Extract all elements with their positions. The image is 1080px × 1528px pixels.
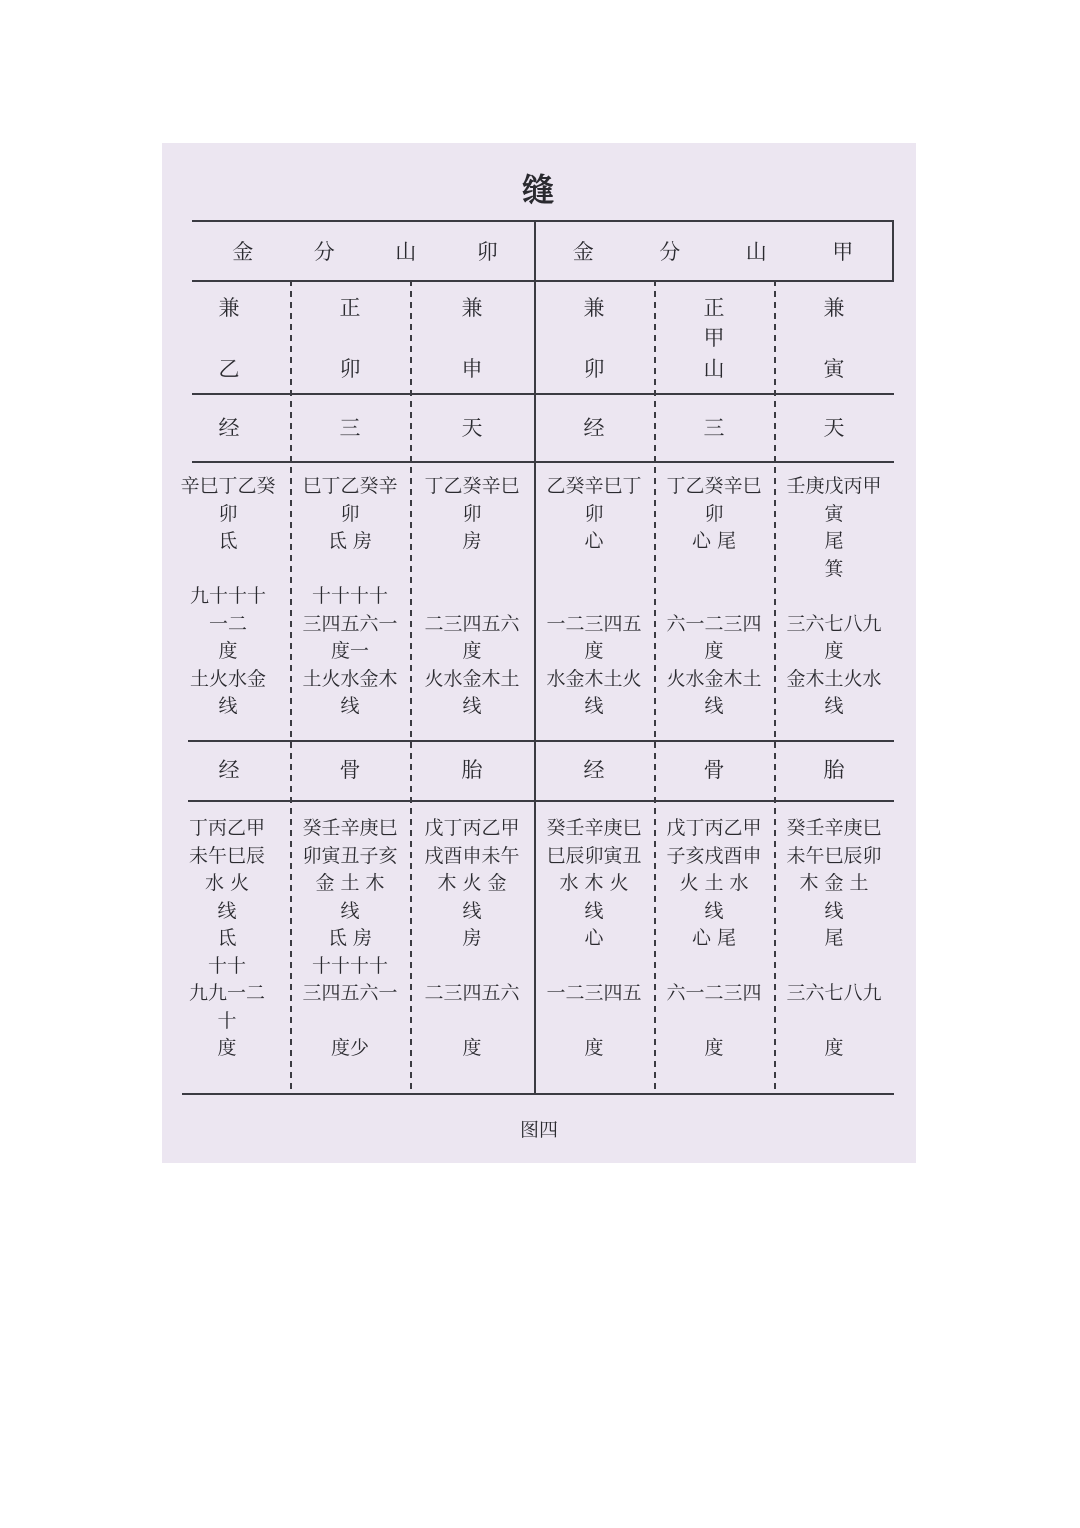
jian-cell: 兼 卯 [583, 296, 605, 381]
row3-cell: 三 [703, 416, 725, 440]
figure-caption: 图四 [519, 1119, 558, 1141]
header-right-char: 金 [572, 240, 594, 264]
table-top-rule [192, 220, 894, 222]
lower-detail-cell: 癸壬辛庚巳 卯寅丑子亥 金 土 木 线 氐 房 十十十十 三四五六一 度少 [302, 817, 398, 1060]
row3-cell: 天 [823, 416, 845, 440]
lower-detail-cell: 丁丙乙甲 未午巳辰 水 火 线 氐 十十 九九一二 十 度 [188, 817, 265, 1060]
row5-cell: 经 [218, 758, 240, 782]
header-left-char: 卯 [476, 240, 498, 264]
header-right-char: 甲 [832, 240, 854, 264]
row5-cell: 经 [583, 758, 605, 782]
table-rule [188, 800, 894, 802]
detail-cell: 辛巳丁乙癸 卯 氐 九十十十 一二 度 土火水金 线 [180, 475, 276, 718]
header-right-char: 山 [745, 240, 767, 264]
header-left-char: 山 [395, 240, 417, 264]
header-right [540, 225, 886, 277]
jian-cell: 兼 乙 [218, 296, 240, 381]
lower-detail-cell: 癸壬辛庚巳 巳辰卯寅丑 水 木 火 线 心 一二三四五 度 [546, 817, 642, 1060]
header-left-char: 分 [313, 240, 335, 264]
table-edge [892, 220, 894, 280]
jian-cell: 兼 申 [461, 296, 483, 381]
jian-cell: 正 卯 [339, 296, 361, 381]
lower-detail-cell: 癸壬辛庚巳 未午巳辰卯 木 金 土 线 尾 三六七八九 度 [786, 817, 882, 1060]
header-right-char: 分 [659, 240, 681, 264]
row3-cell: 经 [583, 416, 605, 440]
table-rule [188, 740, 894, 742]
lower-detail-cell: 戊丁丙乙甲 戌酉申未午 木 火 金 线 房 二三四五六 度 [424, 817, 520, 1060]
row3-cell: 经 [218, 416, 240, 440]
page-title: 缝 [521, 171, 556, 209]
scanned-page [162, 143, 916, 1163]
jian-cell: 正 甲 山 [703, 296, 725, 381]
row5-cell: 胎 [823, 758, 845, 782]
table-bottom-rule [182, 1093, 894, 1095]
detail-cell: 丁乙癸辛巳 卯 心 尾 六一二三四 度 火水金木土 线 [666, 475, 762, 718]
row5-cell: 骨 [703, 758, 725, 782]
detail-cell: 乙癸辛巳丁 卯 心 一二三四五 度 水金木土火 线 [546, 475, 642, 718]
row5-cell: 骨 [339, 758, 361, 782]
row3-cell: 天 [461, 416, 483, 440]
detail-cell: 丁乙癸辛巳 卯 房 二三四五六 度 火水金木土 线 [424, 475, 520, 718]
jian-cell: 兼 寅 [823, 296, 845, 381]
header-left-char: 金 [232, 240, 254, 264]
lower-detail-cell: 戊丁丙乙甲 子亥戌酉申 火 土 水 线 心 尾 六一二三四 度 [666, 817, 762, 1060]
header-left [202, 225, 528, 277]
table-rule [192, 461, 894, 463]
table-rule [192, 280, 894, 282]
detail-cell: 壬庚戊丙甲 寅 尾 箕 三六七八九 度 金木土火水 线 [786, 475, 882, 718]
row5-cell: 胎 [461, 758, 483, 782]
row3-cell: 三 [339, 416, 361, 440]
detail-cell: 巳丁乙癸辛 卯 氐 房 十十十十 三四五六一 度一 土火水金木 线 [302, 475, 398, 718]
table-rule [192, 393, 894, 395]
